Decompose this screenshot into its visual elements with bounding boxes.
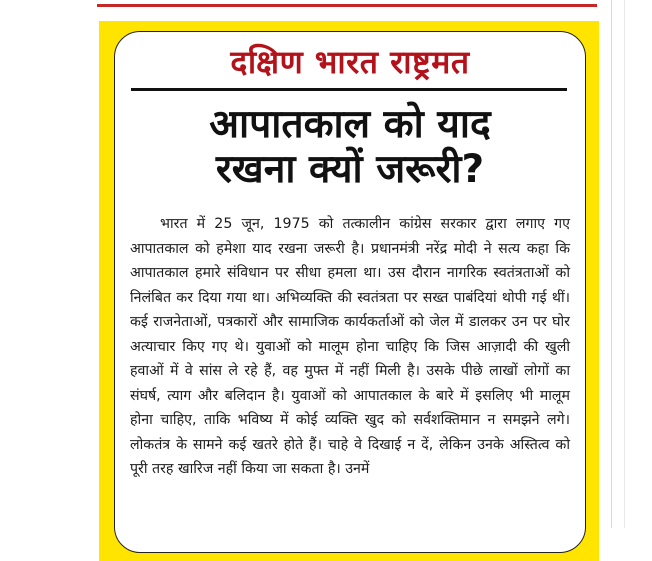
headline-line-1: आपातकाल को याद bbox=[209, 102, 491, 147]
headline-line-2: रखना क्यों जरूरी? bbox=[215, 147, 485, 192]
column-divider-secondary bbox=[624, 0, 625, 528]
masthead-underline bbox=[131, 88, 567, 91]
column-divider bbox=[611, 0, 612, 528]
newspaper-masthead: दक्षिण भारत राष्ट्रमत bbox=[230, 43, 470, 81]
article-body: भारत में 25 जून, 1975 को तत्कालीन कांग्रेस सरकार द्वारा लगाए गए आपातकाल को हमेशा याद रखना जरूरी है। प्रधानमंत्री नरेंद्र मोदी ने सत्य कहा कि आपातकाल हमारे संविधान पर सीधा हमला था। उस दौरान नागरिक स्वतंत्रताओं को निलंबित कर दिया गया था। अभिव्यक्ति की स्वतंत्रता पर सख्त पाबंदियां थोपी गई थीं। कई राजनेताओं, पत्रकारों और सामाजिक कार्यकर्ताओं को जेल में डालकर उन पर घोर अत्याचार किए गए थे। युवाओं को मालूम होना चाहिए कि जिस आज़ादी की खुली हवाओं में वे सांस ले रहे हैं, वह मुफ्त में नहीं मिली है। उसके पीछे लाखों लोगों का संघर्ष, त्याग और बलिदान है। युवाओं को आपातकाल के बारे में इसलिए भी मालूम होना चाहिए, ताकि भविष्य में कोई व्यक्ति खुद को सर्वशक्तिमान न समझने लगे। लोकतंत्र के सामने कई खतरे होते हैं। चाहे वे दिखाई न दें, लेकिन उनके अस्तित्व को पूरी तरह खारिज नहीं किया जा सकता है। उनमें bbox=[130, 216, 570, 477]
editorial-card bbox=[114, 31, 586, 553]
top-red-rule bbox=[97, 4, 597, 7]
article-headline bbox=[115, 102, 585, 192]
